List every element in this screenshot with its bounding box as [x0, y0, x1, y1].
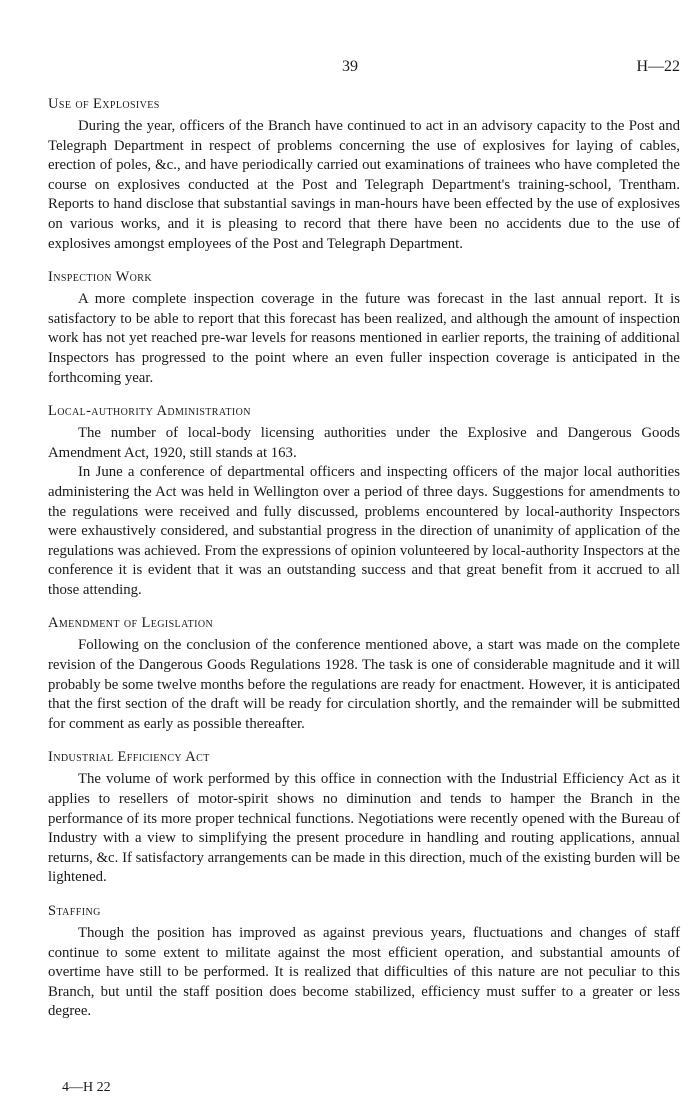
- section-heading: Amendment of Legislation: [48, 615, 214, 632]
- paragraph: Following on the conclusion of the conference mentioned above, a start was made on the complete revision of the Dangerous Goods Regulations 1928. The task is one of considerable magnitude and it will probably be some twelve months before the regulations are ready for enactment. However, it is anticipated that the first section of the draft will be ready for circulation shortly, and the remainder will be submitted for comment as early as possible thereafter.: [48, 637, 680, 732]
- section-heading: Local-authority Administration: [48, 403, 251, 420]
- paragraph: A more complete inspection coverage in the future was forecast in the last annual report. It is satisfactory to be able to report that this forecast has been realized, and although the amount of inspection work has not yet reached pre-war levels for reasons mentioned in earlier reports, the training of additional Inspectors has progressed to the point where an even fuller inspection coverage is anticipated in the forthcoming year.: [48, 291, 680, 386]
- footer-signature: 4—H 22: [62, 1080, 111, 1095]
- paragraph: The volume of work performed by this office in connection with the Industrial Efficiency Act as it applies to resellers of motor-spirit shows no diminution and tends to hamper the Branch in the performance of its more proper technical functions. Negotiations were recently opened with the Bureau of Industry with a view to simplifying the present procedure in handling and routing applications, annual returns, &c. If satisfactory arrangements can be made in this direction, much of the existing burden will be lightened.: [48, 771, 680, 886]
- section-local-authority-administration: [48, 403, 680, 600]
- paragraph: During the year, officers of the Branch have continued to act in an advisory capacity to the Post and Telegraph Department in respect of problems concerning the use of explosives for laying of cables, erection of poles, &c., and have periodically carried out examinations of trainees who have completed the course on explosives conducted at the Post and Telegraph Department's training-school, Trentham. Reports to hand disclose that substantial savings in man-hours have been effected by the use of explosives on various works, and it is pleasing to record that there have been no accidents due to the use of explosives amongst employees of the Post and Telegraph Department.: [48, 118, 680, 252]
- section-heading: Staffing: [48, 903, 101, 919]
- section-use-of-explosives: [48, 96, 680, 254]
- paragraph: The number of local-body licensing authorities under the Explosive and Dangerous Goods Amendment Act, 1920, still stands at 163.: [48, 425, 680, 461]
- paragraph: In June a conference of departmental officers and inspecting officers of the major local authorities administering the Act was held in Wellington over a period of three days. Suggestions for amendments to the regulations were received and fully discussed, problems encountered by local-authority Inspectors were exhaustively considered, and substantial progress in the direction of unanimity of application of the regulations was achieved. From the expressions of opinion volunteered by local-authority Inspectors at the conference it is evident that it was an outstanding success and that great benefit from it accrued to all those attending.: [48, 464, 680, 598]
- body-text: [48, 96, 680, 1037]
- section-amendment-of-legislation: [48, 615, 680, 734]
- section-heading: Inspection Work: [48, 269, 152, 286]
- section-staffing: [48, 903, 680, 1022]
- section-heading: Use of Explosives: [48, 96, 160, 112]
- document-code: H—22: [636, 58, 680, 75]
- section-heading: Industrial Efficiency Act: [48, 749, 210, 766]
- section-industrial-efficiency-act: [48, 749, 680, 888]
- section-inspection-work: [48, 269, 680, 388]
- page-number: 39: [342, 58, 358, 75]
- paragraph: Though the position has improved as against previous years, fluctuations and changes of staff continue to some extent to militate against the most efficient operation, and substantial amounts of overtime have still to be performed. It is realized that difficulties of this nature are not peculiar to this Branch, but until the staff position does become stabilized, efficiency must suffer to a greater or less degree.: [48, 925, 680, 1020]
